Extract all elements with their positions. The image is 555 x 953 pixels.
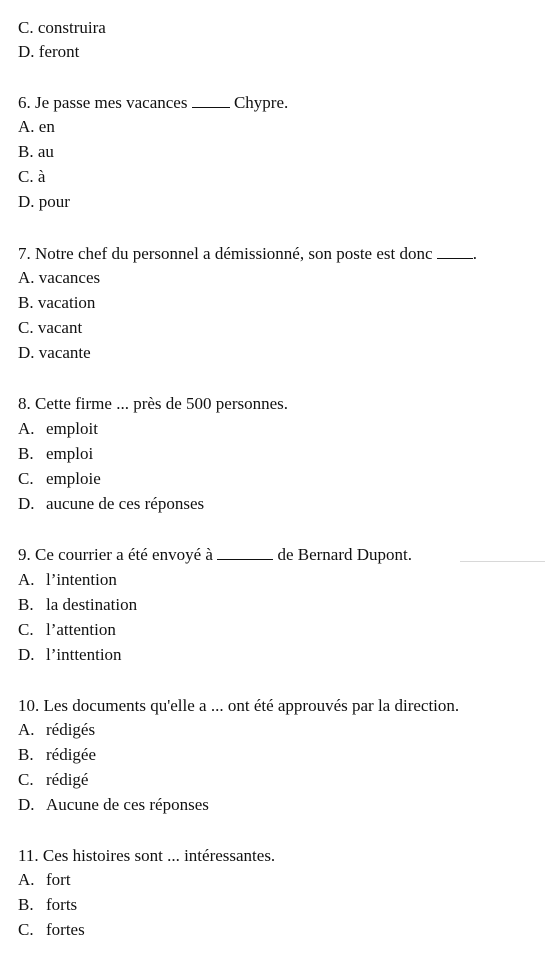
option-text: emploi (46, 444, 94, 463)
option-text: fortes (46, 920, 85, 939)
question-number: 7. (18, 244, 31, 263)
option-letter: B. (18, 895, 34, 914)
question-text-before: Ce courrier a été envoyé à (35, 545, 213, 564)
option-text: l’inttention (46, 645, 122, 664)
option-letter: B. (18, 595, 34, 614)
option-letter: C. (18, 18, 34, 37)
option-text: rédigés (46, 720, 96, 739)
option-text: Aucune de ces réponses (46, 795, 209, 814)
option-letter: D. (18, 494, 35, 513)
option-c (18, 770, 88, 790)
option-b (18, 595, 137, 615)
option-letter: C. (18, 620, 34, 639)
option-text: construira (37, 18, 106, 37)
option-text: emploie (46, 469, 101, 488)
question-text: Ces histoires sont ... intéressantes. (42, 846, 276, 865)
option-c (18, 620, 116, 640)
option-a (18, 117, 55, 137)
option-letter: A. (18, 570, 35, 589)
option-letter: D. (18, 795, 35, 814)
question-text-before: Je passe mes vacances (35, 93, 188, 112)
option-b (18, 142, 54, 162)
option-text: vacant (37, 318, 83, 337)
option-d (18, 494, 204, 514)
option-d (18, 192, 70, 212)
question-8 (18, 394, 288, 414)
option-letter: C. (18, 318, 34, 337)
option-text: emploit (46, 419, 98, 438)
option-d (18, 795, 209, 815)
option-text: à (37, 167, 46, 186)
question-number: 8. (18, 394, 31, 413)
option-text: forts (46, 895, 78, 914)
option-a (18, 268, 100, 288)
question-number: 9. (18, 545, 31, 564)
question-number: 11. (18, 846, 39, 865)
option-letter: A. (18, 870, 35, 889)
question-6 (18, 93, 288, 113)
option-a (18, 419, 98, 439)
question-number: 10. (18, 696, 40, 715)
option-c (18, 920, 85, 940)
option-text: l’intention (46, 570, 117, 589)
option-a (18, 870, 71, 890)
question-text-after: . (472, 244, 478, 263)
question-7 (18, 244, 477, 264)
option-b (18, 745, 96, 765)
option-letter: C. (18, 770, 34, 789)
question-text-after: de Bernard Dupont. (277, 545, 412, 564)
option-d (18, 42, 79, 62)
option-letter: D. (18, 192, 35, 211)
option-b (18, 895, 77, 915)
question-text: Cette firme ... près de 500 personnes. (35, 394, 289, 413)
option-c (18, 167, 45, 187)
option-text: fort (46, 870, 71, 889)
option-letter: B. (18, 142, 34, 161)
option-letter: C. (18, 469, 34, 488)
option-letter: C. (18, 920, 34, 939)
question-11 (18, 846, 275, 866)
option-text: en (38, 117, 55, 136)
question-9 (18, 545, 412, 565)
option-b (18, 444, 93, 464)
option-letter: A. (18, 419, 35, 438)
answer-blank (192, 95, 230, 108)
option-text: feront (38, 42, 80, 61)
option-d (18, 645, 122, 665)
option-letter: D. (18, 343, 35, 362)
option-a (18, 720, 95, 740)
option-text: vacante (38, 343, 91, 362)
option-c (18, 18, 106, 38)
option-a (18, 570, 117, 590)
question-number: 6. (18, 93, 31, 112)
option-text: la destination (46, 595, 138, 614)
question-text-before: Notre chef du personnel a démissionné, son poste est donc (35, 244, 433, 263)
question-text-after: Chypre. (233, 93, 289, 112)
question-text: Les documents qu'elle a ... ont été approuvés par la direction. (43, 696, 460, 715)
scan-artifact (460, 561, 545, 562)
option-d (18, 343, 91, 363)
option-b (18, 293, 95, 313)
option-letter: A. (18, 117, 35, 136)
option-text: vacation (37, 293, 96, 312)
option-letter: B. (18, 293, 34, 312)
option-letter: D. (18, 645, 35, 664)
option-text: pour (38, 192, 70, 211)
option-text: aucune de ces réponses (46, 494, 205, 513)
option-text: au (37, 142, 54, 161)
option-c (18, 318, 82, 338)
option-text: rédigée (46, 745, 97, 764)
answer-blank (437, 246, 473, 259)
option-text: rédigé (46, 770, 89, 789)
answer-blank (217, 547, 273, 560)
option-c (18, 469, 101, 489)
option-letter: C. (18, 167, 34, 186)
option-letter: B. (18, 745, 34, 764)
option-letter: B. (18, 444, 34, 463)
option-text: vacances (38, 268, 101, 287)
option-letter: D. (18, 42, 35, 61)
question-10 (18, 696, 459, 716)
option-letter: A. (18, 268, 35, 287)
option-letter: A. (18, 720, 35, 739)
option-text: l’attention (46, 620, 116, 639)
